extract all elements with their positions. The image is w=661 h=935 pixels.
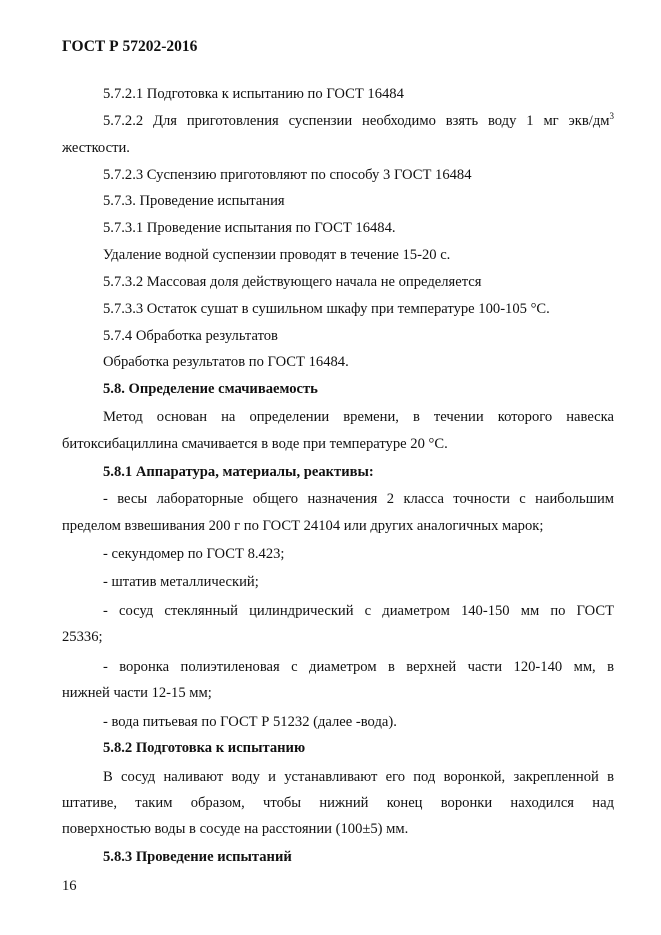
text-line [103,111,614,131]
list-item: - воронка полиэтиленовая с диаметром в верхней части 120-140 мм, в [103,659,614,675]
text-line: нижней части 12-15 мм; [62,685,212,701]
text-line: 5.7.2.1 Подготовка к испытанию по ГОСТ 16484 [103,86,404,102]
text-line: 5.7.3.2 Массовая доля действующего начала не определяется [103,274,482,290]
text-line: 5.7.3.1 Проведение испытания по ГОСТ 16484. [103,220,396,236]
section-heading: 5.8.1 Аппаратура, материалы, реактивы: [103,464,374,480]
list-item: - штатив металлический; [103,574,259,590]
list-item: - сосуд стеклянный цилиндрический с диаметром 140-150 мм по ГОСТ [103,603,614,619]
text-fragment: 5.7.2.2 Для приготовления суспензии необходимо взять воду 1 мг экв/дм [103,113,610,129]
text-line: 5.7.3.3 Остаток сушат в сушильном шкафу при температуре 100-105 °С. [103,301,550,317]
list-item: - вода питьевая по ГОСТ Р 51232 (далее -вода). [103,714,397,730]
text-line: штативе, таким образом, чтобы нижний конец воронки находился над [62,795,614,811]
text-line: 5.7.3. Проведение испытания [103,193,285,209]
superscript: 3 [609,111,614,122]
section-heading: 5.8.2 Подготовка к испытанию [103,740,306,756]
text-line: битоксибациллина смачивается в воде при температуре 20 °С. [62,436,448,452]
text-line: 25336; [62,629,103,645]
page-number: 16 [62,878,77,894]
text-line: Обработка результатов по ГОСТ 16484. [103,354,349,370]
text-line: 5.7.2.3 Суспензию приготовляют по способу 3 ГОСТ 16484 [103,167,472,183]
document-header: ГОСТ Р 57202-2016 [62,38,198,55]
text-line: поверхностью воды в сосуде на расстоянии (100±5) мм. [62,821,409,837]
list-item: - весы лабораторные общего назначения 2 класса точности с наибольшим [103,491,614,507]
text-line: 5.7.4 Обработка результатов [103,328,278,344]
text-line: Метод основан на определении времени, в течении которого навеска [103,409,614,425]
text-line: Удаление водной суспензии проводят в течение 15-20 с. [103,247,451,263]
section-heading: 5.8.3 Проведение испытаний [103,849,292,865]
text-line: жесткости. [62,140,130,156]
section-heading: 5.8. Определение смачиваемость [103,381,318,397]
text-line: В сосуд наливают воду и устанавливают его под воронкой, закрепленной в [103,769,614,785]
list-item: - секундомер по ГОСТ 8.423; [103,546,285,562]
text-line: пределом взвешивания 200 г по ГОСТ 24104 или других аналогичных марок; [62,518,544,534]
